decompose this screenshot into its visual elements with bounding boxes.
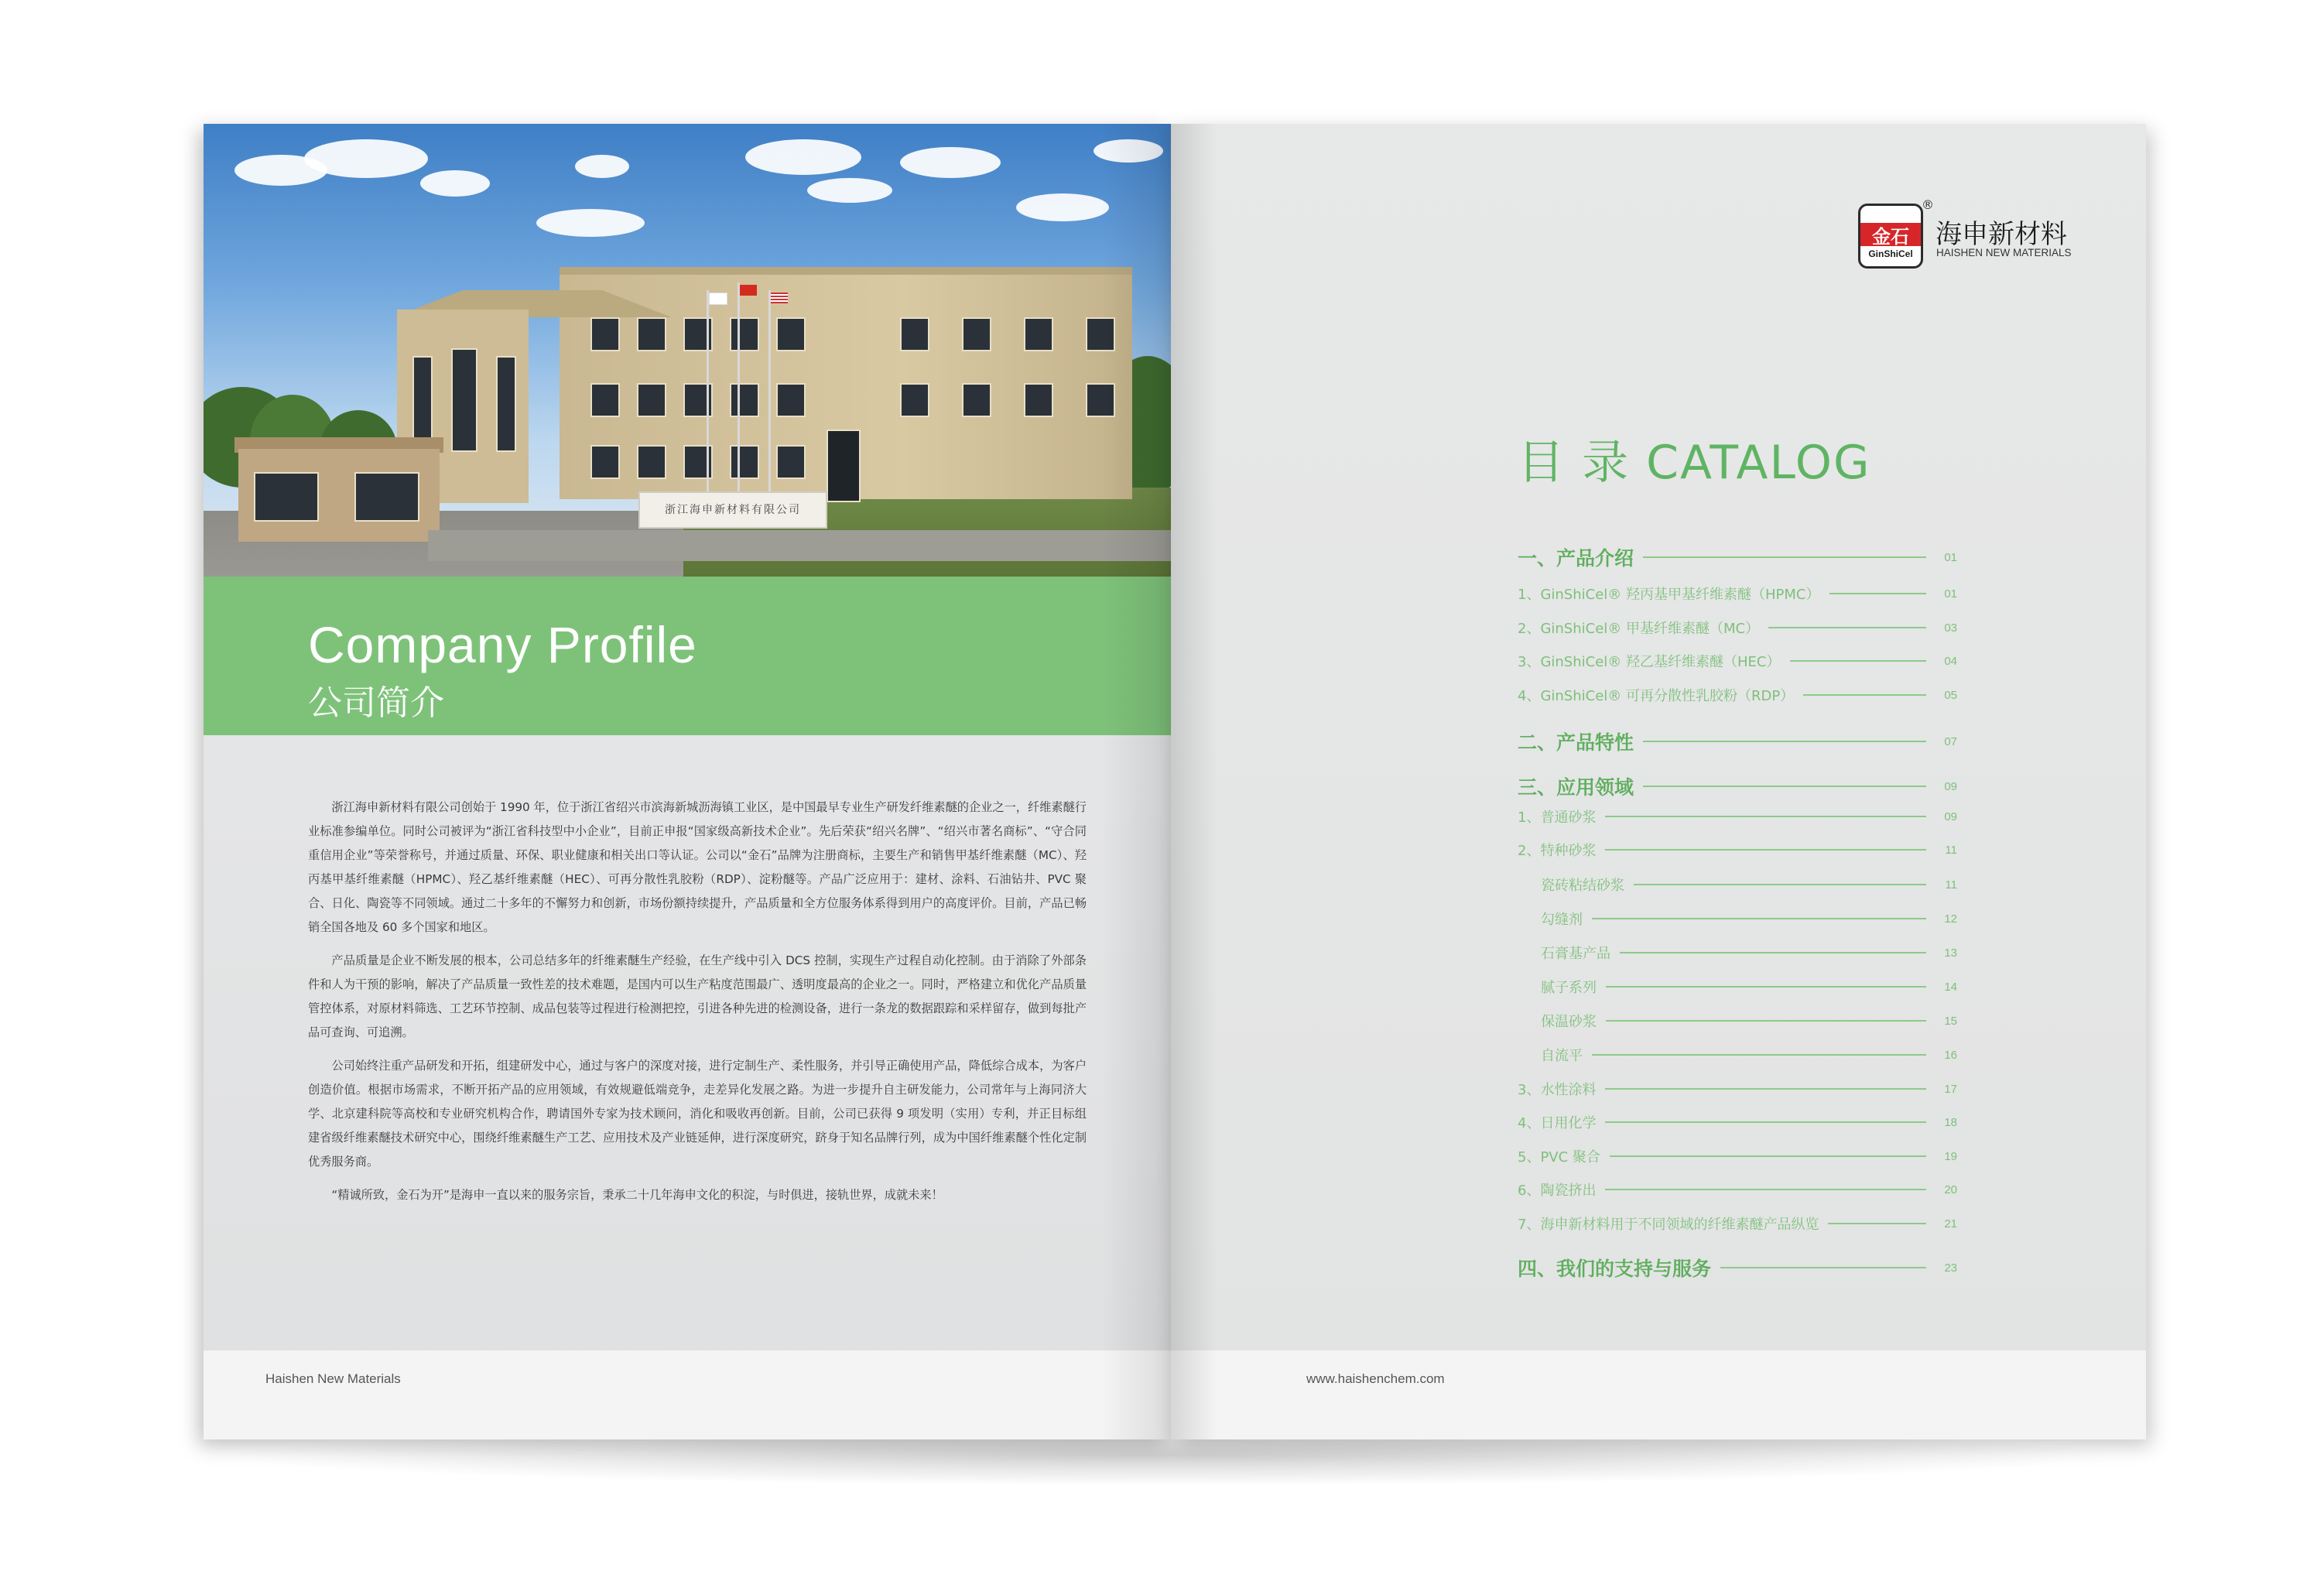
footer-right-text: www.haishenchem.com xyxy=(1306,1371,1445,1386)
toc-entry[interactable] xyxy=(1518,1254,1957,1282)
toc-entry[interactable] xyxy=(1518,543,1957,571)
toc-entry[interactable] xyxy=(1518,584,1957,604)
toc-entry-label: 2、特种砂浆 xyxy=(1518,843,1597,859)
toc-leader-line xyxy=(1720,1267,1926,1268)
toc-page-number: 11 xyxy=(1945,878,1957,892)
toc-page-number: 14 xyxy=(1944,980,1957,994)
toc-page-number: 05 xyxy=(1944,688,1957,702)
toc-page-number: 04 xyxy=(1944,654,1957,668)
toc-leader-line xyxy=(1610,1155,1926,1157)
toc-entry[interactable] xyxy=(1518,977,1957,997)
toc-entry[interactable] xyxy=(1518,909,1957,929)
toc-entry-label: 保温砂浆 xyxy=(1541,1014,1597,1030)
toc-entry[interactable] xyxy=(1518,1146,1957,1166)
toc-entry[interactable] xyxy=(1518,685,1957,705)
toc-entry-label: 7、海申新材料用于不同领域的纤维素醚产品纵览 xyxy=(1518,1217,1819,1233)
toc-entry[interactable] xyxy=(1518,651,1957,671)
toc-entry[interactable] xyxy=(1518,943,1957,963)
toc-page-number: 09 xyxy=(1944,779,1957,793)
toc-entry[interactable] xyxy=(1518,1213,1957,1234)
toc-page-number: 11 xyxy=(1945,843,1957,857)
toc-page-number: 17 xyxy=(1944,1082,1957,1096)
registered-mark: ® xyxy=(1922,197,1934,212)
toc-entry-label: 5、PVC 聚合 xyxy=(1518,1149,1600,1166)
toc-entry-label: 4、GinShiCel® 可再分散性乳胶粉（RDP） xyxy=(1518,688,1795,704)
toc-leader-line xyxy=(1606,1020,1926,1022)
footer-band xyxy=(204,1350,1171,1439)
toc-entry[interactable] xyxy=(1518,1112,1957,1132)
toc-leader-line xyxy=(1592,918,1926,919)
toc-entry[interactable] xyxy=(1518,1179,1957,1200)
toc-entry-label: 瓷砖粘结砂浆 xyxy=(1541,878,1624,894)
toc-entry[interactable] xyxy=(1518,618,1957,638)
toc-entry[interactable] xyxy=(1518,840,1957,860)
toc-entry[interactable] xyxy=(1518,772,1957,800)
brand-logo xyxy=(1858,197,2114,273)
toc-entry-label: 一、产品介绍 xyxy=(1518,547,1634,570)
toc-entry-label: 6、陶瓷挤出 xyxy=(1518,1183,1597,1199)
footer-left-text: Haishen New Materials xyxy=(265,1371,401,1386)
toc-leader-line xyxy=(1828,1223,1926,1224)
page-title-en: Company Profile xyxy=(308,616,697,673)
toc-entry-label: 3、GinShiCel® 羟乙基纤维素醚（HEC） xyxy=(1518,654,1781,670)
company-signboard: 浙江海申新材料有限公司 xyxy=(638,491,827,529)
toc-page-number: 21 xyxy=(1944,1217,1957,1231)
toc-entry[interactable] xyxy=(1518,875,1957,895)
toc-entry[interactable] xyxy=(1518,1011,1957,1031)
toc-page-number: 01 xyxy=(1944,587,1957,601)
left-page xyxy=(204,124,1171,1439)
toc-page-number: 16 xyxy=(1944,1048,1957,1062)
toc-entry-label: 腻子系列 xyxy=(1541,980,1597,996)
toc-entry[interactable] xyxy=(1518,727,1957,755)
paragraph: 浙江海申新材料有限公司创始于 1990 年，位于浙江省绍兴市滨海新城沥海镇工业区，是中国最早专业生产研发纤维素醚的企业之一，纤维素醚行业标准参编单位。同时公司被评为“浙江省科技型中小企业”，目前正申报“国家级高新技术企业”。先后荣获“绍兴名牌”、“绍兴市著名商标”、“守合同重信用企业”等荣誉称号，并通过质量、环保、职业健康和相关出口等认证。公司以“金石”品牌为注册商标，主要生产和销售甲基纤维素醚（MC）、羟丙基甲基纤维素醚（HPMC）、羟乙基纤维素醚（HEC）、可再分散性乳胶粉（RDP）、淀粉醚等。产品广泛应用于：建材、涂料、石油钻井、PVC 聚合、日化、陶瓷等不同领域。通过二十多年的不懈努力和创新，市场份额持续提升，产品质量和全方位服务体系得到用户的高度评价。目前，产品已畅销全国各地及 60 多个国家和地区。 xyxy=(308,800,1087,934)
catalog-title: 目 录 CATALOG xyxy=(1518,436,1871,490)
toc-entry[interactable] xyxy=(1518,806,1957,827)
toc-leader-line xyxy=(1606,986,1926,988)
toc-page-number: 12 xyxy=(1944,912,1957,926)
toc-entry-label: 4、日用化学 xyxy=(1518,1115,1597,1131)
toc-leader-line xyxy=(1643,556,1926,558)
toc-leader-line xyxy=(1605,1121,1926,1123)
toc-leader-line xyxy=(1768,627,1926,628)
toc-leader-line xyxy=(1634,884,1926,885)
toc-page-number: 13 xyxy=(1944,946,1957,960)
toc-entry-label: 二、产品特性 xyxy=(1518,731,1634,754)
toc-leader-line xyxy=(1803,694,1926,696)
page-gutter-shadow xyxy=(1101,124,1171,1439)
toc-leader-line xyxy=(1829,593,1927,594)
toc-leader-line xyxy=(1605,1088,1926,1090)
ginshicel-logo-icon xyxy=(1858,204,1923,269)
toc-page-number: 09 xyxy=(1944,810,1957,823)
paragraph: 公司始终注重产品研发和开拓，组建研发中心，通过与客户的深度对接，进行定制生产、柔性服务，并引导正确使用产品，降低综合成本，为客户创造价值。根据市场需求，不断开拓产品的应用领域，有效规避低端竞争，走差异化发展之路。为进一步提升自主研发能力，公司常年与上海同济大学、北京建科院等高校和专业研究机构合作，聘请国外专家为技术顾问，消化和吸收再创新。目前，公司已获得 9 项发明（实用）专利，并正目标组建省级纤维素醚技术研究中心，围绕纤维素醚生产工艺、应用技术及产业链延伸，进行深度研究，跻身于知名品牌行列，成为中国纤维素醚个性化定制优秀服务商。 xyxy=(308,1059,1087,1169)
toc-entry-label: 四、我们的支持与服务 xyxy=(1518,1258,1712,1280)
toc-entry[interactable] xyxy=(1518,1079,1957,1099)
toc-leader-line xyxy=(1605,816,1926,817)
toc-page-number: 18 xyxy=(1944,1115,1957,1129)
toc-leader-line xyxy=(1592,1054,1926,1056)
company-profile-text xyxy=(308,796,1087,1217)
toc-entry-label: 勾缝剂 xyxy=(1541,912,1583,928)
toc-page-number: 07 xyxy=(1944,734,1957,748)
toc-entry[interactable] xyxy=(1518,1045,1957,1065)
company-building-photo xyxy=(204,124,1171,577)
logo-name-en: HAISHEN NEW MATERIALS xyxy=(1936,247,2072,258)
toc-entry-label: 2、GinShiCel® 甲基纤维素醚（MC） xyxy=(1518,621,1760,637)
paragraph: 产品质量是企业不断发展的根本，公司总结多年的纤维素醚生产经验，在生产线中引入 DCS 控制，实现生产过程自动化控制。由于消除了外部条件和人为干预的影响，解决了产品质量一致性差的技术难题，是国内可以生产粘度范围最广、透明度最高的企业之一。同时，严格建立和优化产品质量管控体系，对原材料筛选、工艺环节控制、成品包装等过程进行检测把控，引进各种先进的检测设备，进行一条龙的数据跟踪和采样留存，做到每批产品可查询、可追溯。 xyxy=(308,953,1087,1039)
toc-entry-label: 自流平 xyxy=(1541,1048,1583,1064)
toc-page-number: 23 xyxy=(1944,1261,1957,1275)
toc-page-number: 19 xyxy=(1944,1149,1957,1163)
right-page xyxy=(1171,124,2146,1439)
toc-entry-label: 石膏基产品 xyxy=(1541,946,1610,962)
toc-entry-label: 三、应用领域 xyxy=(1518,776,1634,799)
toc-leader-line xyxy=(1790,660,1927,662)
logo-name-cn: 海申新材料 xyxy=(1936,219,2067,250)
toc-leader-line xyxy=(1620,952,1926,953)
toc-page-number: 01 xyxy=(1944,550,1957,564)
paragraph: “精诚所致，金石为开”是海申一直以来的服务宗旨，秉承二十几年海申文化的积淀，与时俱进，接轨世界，成就未来！ xyxy=(331,1188,943,1202)
toc-page-number: 03 xyxy=(1944,621,1957,635)
toc-leader-line xyxy=(1643,786,1926,787)
footer-band xyxy=(1171,1350,2146,1439)
toc-page-number: 15 xyxy=(1944,1014,1957,1028)
page-gutter-shadow xyxy=(1171,124,1217,1439)
logo-box-cn: 金石 xyxy=(1872,226,1909,248)
toc-leader-line xyxy=(1605,849,1926,851)
page-title-cn: 公司简介 xyxy=(308,683,444,723)
toc-leader-line xyxy=(1605,1189,1926,1190)
toc-entry-label: 1、普通砂浆 xyxy=(1518,810,1597,826)
logo-box-en: GinShiCel xyxy=(1868,248,1913,259)
toc-entry-label: 1、GinShiCel® 羟丙基甲基纤维素醚（HPMC） xyxy=(1518,587,1820,603)
toc-page-number: 20 xyxy=(1944,1183,1957,1196)
toc-entry-label: 3、水性涂料 xyxy=(1518,1082,1597,1098)
toc-leader-line xyxy=(1643,741,1926,742)
